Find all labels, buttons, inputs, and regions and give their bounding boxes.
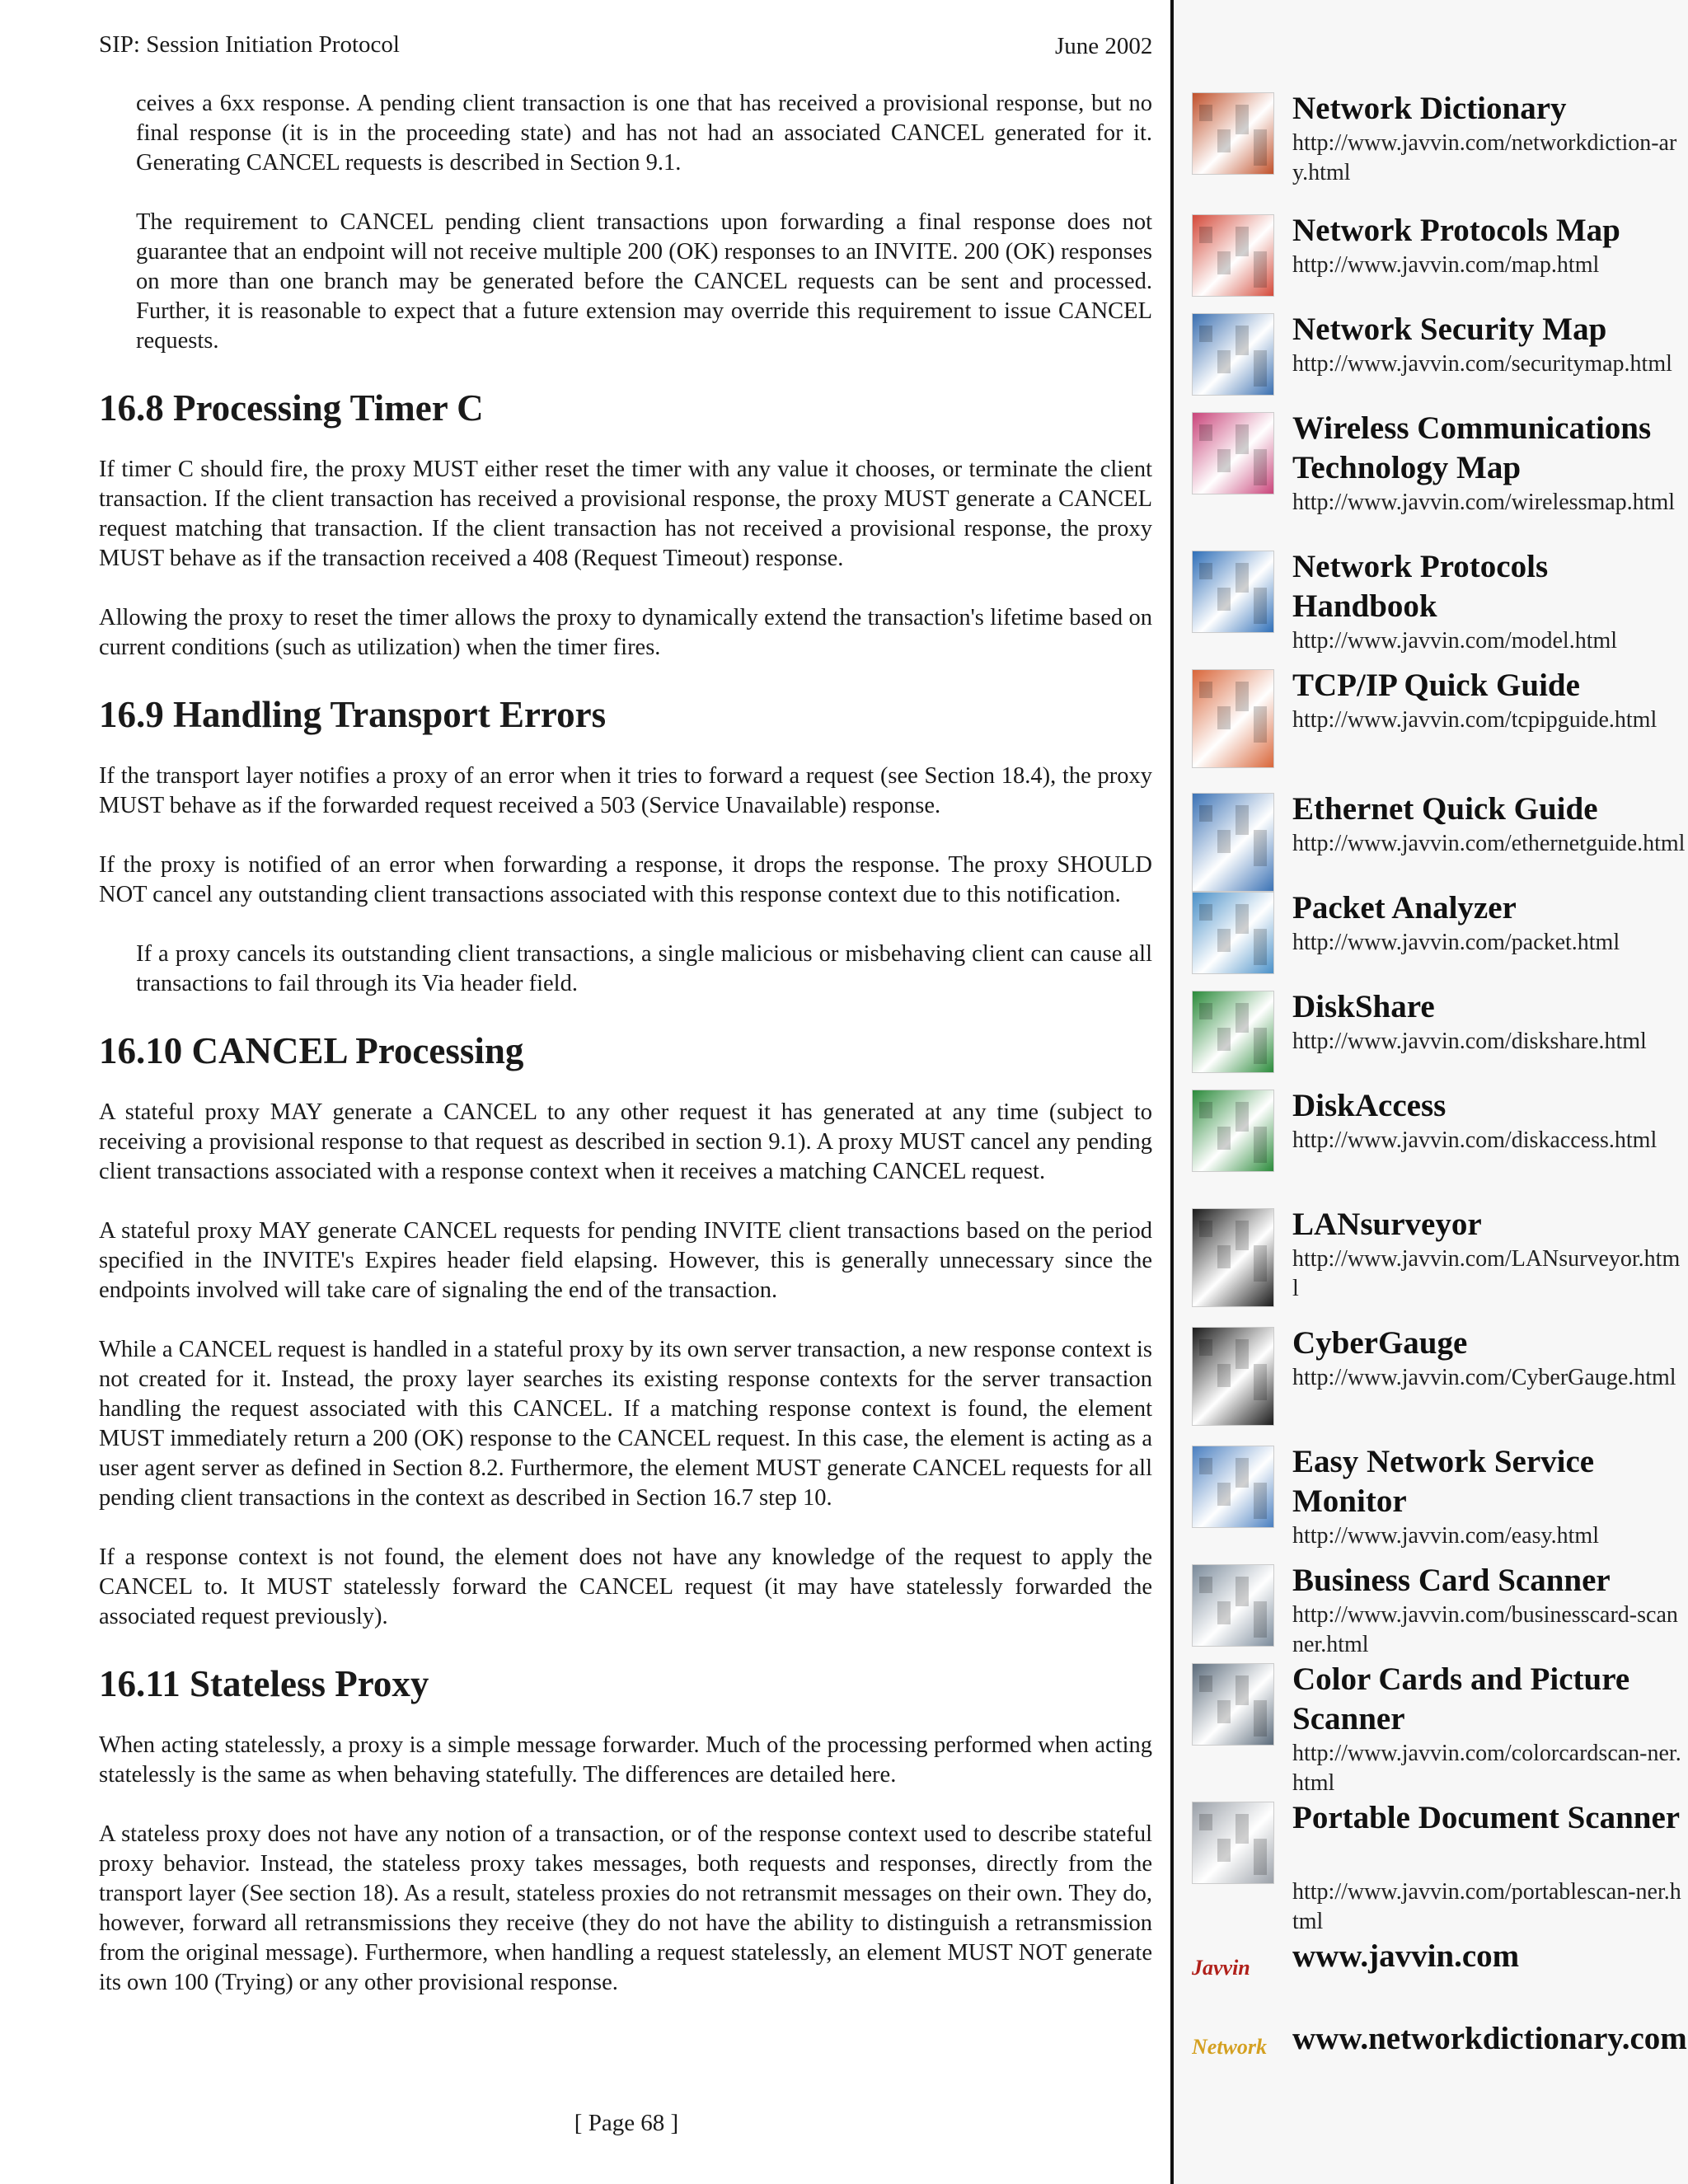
paragraph: Allowing the proxy to reset the timer allows the proxy to dynamically extend the transaction's lifetime based on current conditions (such as utilization) when the timer fires. — [99, 605, 1152, 660]
thumbnail-detail — [1236, 682, 1249, 711]
sidebar-item-title[interactable]: LANsurveyor — [1292, 1207, 1482, 1242]
column-divider — [1170, 0, 1174, 2184]
thumbnail-detail — [1254, 929, 1267, 965]
sidebar-item[interactable] — [1192, 551, 1686, 666]
paragraph: When acting statelessly, a proxy is a simple message forwarder. Much of the processing performed when acting statelessly is the same as when behaving statefully. The differences are detailed here. — [99, 1732, 1152, 1788]
sidebar-item-title[interactable]: Packet Analyzer — [1292, 890, 1517, 926]
thumbnail-detail — [1217, 251, 1231, 274]
sidebar-item-url[interactable]: http://www.javvin.com/tcpipguide.html — [1292, 707, 1658, 733]
sidebar-item-title[interactable]: TCP/IP Quick Guide — [1292, 668, 1580, 703]
logo-text: Javvin — [1192, 1956, 1250, 1980]
sidebar-item-url[interactable]: http://www.javvin.com/packet.html — [1292, 930, 1620, 955]
sidebar-item-url[interactable]: http://www.javvin.com/colorcardscan-ner.html — [1292, 1741, 1681, 1796]
paragraph: A stateless proxy does not have any notion of a transaction, or of the response context used to describe stateful proxy behavior. Instead, the stateless proxy takes messages, both requests and responses, directly from the transport layer (See section 18). As a result, stateless proxies do not retransmit messages on their own. They do, however, forward all retransmissions they receive (they do not have the ability to distinguish a retransmission from the original message). Furthermore, when handling a request statelessly, an element MUST NOT generate its own 100 (Trying) or any other provisional response. — [99, 1821, 1152, 1995]
paragraph: If timer C should fire, the proxy MUST either reset the timer with any value it chooses, or terminate the client transaction. If the client transaction has received a provisional response, the proxy MUST generate a CANCEL request matching that transaction. If the client transaction has not received a provisional response, the proxy MUST behave as if the transaction received a 408 (Request Timeout) response. — [99, 457, 1152, 571]
sidebar-item-url[interactable]: http://www.javvin.com/diskaccess.html — [1292, 1127, 1658, 1153]
thumbnail-detail — [1217, 1028, 1231, 1051]
thumbnail-detail — [1254, 1700, 1267, 1736]
section-heading: 16.8 Processing Timer C — [99, 387, 484, 429]
thumbnail-detail — [1199, 424, 1212, 441]
ethernet-guide-icon[interactable] — [1192, 793, 1274, 892]
sidebar-item[interactable] — [1192, 92, 1686, 208]
protocols-map-icon[interactable] — [1192, 214, 1274, 297]
sidebar-item-url[interactable]: http://www.javvin.com/ethernetguide.html — [1292, 831, 1686, 856]
thumbnail-detail — [1236, 105, 1249, 134]
sidebar-item-url[interactable]: http://www.javvin.com/networkdiction-ary.html — [1292, 130, 1677, 185]
thumbnail-detail — [1199, 805, 1212, 822]
thumbnail-detail — [1199, 1339, 1212, 1356]
thumbnail-detail — [1254, 1245, 1267, 1282]
lansurveyor-box-icon[interactable] — [1192, 1208, 1274, 1307]
thumbnail-detail — [1236, 563, 1249, 593]
sidebar-item[interactable] — [1192, 1327, 1686, 1442]
section-heading: 16.10 CANCEL Processing — [99, 1030, 524, 1071]
sidebar-item[interactable] — [1192, 669, 1686, 785]
sidebar-item[interactable] — [1192, 1446, 1686, 1561]
sidebar-item[interactable] — [1192, 1800, 1686, 1934]
sidebar-item-title[interactable]: Network Security Map — [1292, 312, 1607, 347]
sidebar-item-url[interactable]: http://www.javvin.com/map.html — [1292, 252, 1600, 278]
thumbnail-detail — [1199, 326, 1212, 342]
thumbnail-detail — [1236, 1339, 1249, 1369]
thumbnail-detail — [1254, 1601, 1267, 1638]
sidebar-item-title[interactable]: Network Dictionary — [1292, 91, 1567, 126]
thumbnail-detail — [1199, 1458, 1212, 1474]
diskaccess-icon[interactable] — [1192, 1090, 1274, 1172]
thumbnail-detail — [1199, 1221, 1212, 1237]
thumbnail-detail — [1199, 1675, 1212, 1692]
paragraph: If the transport layer notifies a proxy of an error when it tries to forward a request (see Section 18.4), the proxy MUST behave as if the forwarded request received a 503 (Service Unavailable) response. — [99, 763, 1152, 818]
sidebar-item-title[interactable]: CyberGauge — [1292, 1325, 1468, 1361]
sidebar-item[interactable] — [1192, 412, 1686, 527]
doc-scanner-icon[interactable] — [1192, 1802, 1274, 1884]
thumbnail-detail — [1254, 706, 1267, 743]
thumbnail-detail — [1199, 105, 1212, 121]
main-content — [99, 89, 1152, 2027]
sidebar-item-url[interactable]: http://www.javvin.com/easy.html — [1292, 1523, 1599, 1549]
thumbnail-detail — [1254, 1028, 1267, 1064]
thumbnail-detail — [1217, 449, 1231, 472]
logo-text: Network — [1192, 2035, 1267, 2059]
thumbnail-detail — [1217, 129, 1231, 152]
thumbnail-detail — [1217, 1839, 1231, 1862]
thumbnail-detail — [1254, 1839, 1267, 1875]
sidebar-item-url[interactable]: http://www.javvin.com/securitymap.html — [1292, 351, 1672, 377]
sidebar-item-title[interactable]: www.javvin.com — [1292, 1938, 1520, 1974]
thumbnail-detail — [1199, 563, 1212, 579]
paragraph: If a response context is not found, the element does not have any knowledge of the request to apply the CANCEL to. It MUST statelessly forward the CANCEL request (it may have statelessly forwarded the associated request previously). — [99, 1544, 1152, 1629]
easy-monitor-icon[interactable] — [1192, 1446, 1274, 1528]
sidebar-item-title[interactable]: Color Cards and Picture Scanner — [1292, 1661, 1630, 1736]
security-map-icon[interactable] — [1192, 313, 1274, 396]
paragraph: A stateful proxy MAY generate CANCEL requests for pending INVITE client transactions based on the period specified in the INVITE's Expires header field elapsing. However, this is generally unnecessary since the endpoints involved will take care of signaling the end of the transaction. — [99, 1218, 1152, 1303]
thumbnail-detail — [1217, 929, 1231, 952]
paragraph: If a proxy cancels its outstanding client transactions, a single malicious or misbehaving client can cause all transactions to fail through its Via header field. — [136, 941, 1152, 996]
thumbnail-detail — [1236, 904, 1249, 934]
thumbnail-detail — [1217, 1483, 1231, 1506]
packet-analyzer-icon[interactable] — [1192, 892, 1274, 974]
thumbnail-detail — [1254, 129, 1267, 166]
sidebar-item-url[interactable]: http://www.javvin.com/portablescan-ner.html — [1292, 1879, 1681, 1934]
thumbnail-detail — [1199, 227, 1212, 243]
networkdictionary-logo-icon[interactable] — [1192, 2031, 1273, 2064]
thumbnail-detail — [1236, 1221, 1249, 1250]
sidebar-item-title[interactable]: www.networkdictionary.com — [1292, 2021, 1687, 2056]
sidebar-item-title[interactable]: DiskAccess — [1292, 1088, 1447, 1123]
thumbnail-detail — [1236, 1577, 1249, 1606]
sidebar-item-url[interactable]: http://www.javvin.com/diskshare.html — [1292, 1029, 1647, 1054]
thumbnail-detail — [1199, 1003, 1212, 1019]
thumbnail-detail — [1254, 251, 1267, 288]
header-title: SIP: Session Initiation Protocol — [99, 31, 400, 58]
color-scanner-icon[interactable] — [1192, 1663, 1274, 1746]
sidebar-item-title[interactable]: Wireless Communications Technology Map — [1292, 410, 1652, 485]
thumbnail-detail — [1236, 1675, 1249, 1705]
javvin-logo-icon[interactable] — [1192, 1952, 1273, 1985]
paragraph: If the proxy is notified of an error when forwarding a response, it drops the response. The proxy SHOULD NOT cancel any outstanding client transactions associated with this response context due to this notification. — [99, 852, 1152, 907]
thumbnail-detail — [1217, 1601, 1231, 1624]
handbook-cover-icon[interactable] — [1192, 551, 1274, 633]
thumbnail-detail — [1217, 1127, 1231, 1150]
thumbnail-detail — [1236, 1003, 1249, 1033]
diskshare-icon[interactable] — [1192, 991, 1274, 1073]
sidebar-item[interactable] — [1192, 2019, 1686, 2135]
thumbnail-detail — [1254, 1127, 1267, 1163]
thumbnail-detail — [1254, 449, 1267, 485]
section-heading: 16.11 Stateless Proxy — [99, 1663, 429, 1704]
thumbnail-detail — [1254, 830, 1267, 866]
page-number: [ Page 68 ] — [574, 2110, 679, 2136]
thumbnail-detail — [1236, 424, 1249, 454]
thumbnail-detail — [1199, 1577, 1212, 1593]
sidebar-item-title[interactable]: Portable Document Scanner — [1292, 1800, 1681, 1835]
dictionary-cover-icon[interactable] — [1192, 92, 1274, 175]
thumbnail-detail — [1217, 830, 1231, 853]
thumbnail-detail — [1236, 1458, 1249, 1488]
thumbnail-detail — [1199, 682, 1212, 698]
paragraph: A stateful proxy MAY generate a CANCEL to any other request it has generated at any time (subject to receiving a provisional response to that request as described in section 9.1). A proxy MUST cancel any pending client transactions associated with a response context when it receives a matching CANCEL request. — [99, 1099, 1152, 1184]
sidebar-item-title[interactable]: Network Protocols Map — [1292, 213, 1620, 248]
thumbnail-detail — [1217, 350, 1231, 373]
thumbnail-detail — [1254, 1364, 1267, 1400]
thumbnail-detail — [1199, 1814, 1212, 1830]
section-heading: 16.9 Handling Transport Errors — [99, 694, 607, 735]
sidebar-item-url[interactable]: http://www.javvin.com/wirelessmap.html — [1292, 490, 1676, 515]
paragraph: The requirement to CANCEL pending client transactions upon forwarding a final response does not guarantee that an endpoint will not receive multiple 200 (OK) responses to an INVITE. 200 (OK) responses on more than one branch may be generated before the CANCEL requests can be sent and processed. Further, it is reasonable to expect that a future extension may override this requirement to issue CANCEL requests. — [136, 209, 1152, 354]
sidebar-item[interactable] — [1192, 1090, 1686, 1205]
cybergauge-box-icon[interactable] — [1192, 1327, 1274, 1426]
thumbnail-detail — [1236, 1814, 1249, 1844]
sidebar-item-title[interactable]: Network Protocols Handbook — [1292, 549, 1549, 624]
thumbnail-detail — [1217, 706, 1231, 729]
thumbnail-detail — [1199, 904, 1212, 921]
thumbnail-detail — [1254, 588, 1267, 624]
thumbnail-detail — [1236, 805, 1249, 835]
thumbnail-detail — [1217, 1245, 1231, 1268]
sidebar-item-url[interactable]: http://www.javvin.com/CyberGauge.html — [1292, 1365, 1676, 1390]
sidebar-item-url[interactable]: http://www.javvin.com/businesscard-scanner.html — [1292, 1602, 1678, 1657]
sidebar-item-title[interactable]: Business Card Scanner — [1292, 1563, 1611, 1598]
thumbnail-detail — [1236, 1102, 1249, 1132]
thumbnail-detail — [1254, 350, 1267, 387]
paragraph: ceives a 6xx response. A pending client transaction is one that has received a provisional response, but no final response (it is in the proceeding state) and has not had an associated CANCEL generated for it. Generating CANCEL requests is described in Section 9.1. — [136, 91, 1152, 176]
thumbnail-detail — [1236, 326, 1249, 355]
thumbnail-detail — [1217, 588, 1231, 611]
thumbnail-detail — [1236, 227, 1249, 256]
header-date: June 2002 — [1055, 33, 1153, 59]
sidebar-item-title[interactable]: Ethernet Quick Guide — [1292, 791, 1598, 827]
sidebar-item[interactable] — [1192, 1661, 1686, 1796]
card-scanner-icon[interactable] — [1192, 1564, 1274, 1647]
sidebar-item-title[interactable]: DiskShare — [1292, 989, 1435, 1024]
thumbnail-detail — [1217, 1364, 1231, 1387]
sidebar-item-url[interactable]: http://www.javvin.com/model.html — [1292, 628, 1618, 654]
thumbnail-detail — [1254, 1483, 1267, 1519]
paragraph: While a CANCEL request is handled in a stateful proxy by its own server transaction, a new response context is not created for it. Instead, the proxy layer searches its existing response contexts for the server transaction handling the request associated with this CANCEL. If a matching response context is found, the element MUST immediately return a 200 (OK) response to the CANCEL request. In this case, the element is acting as a user agent server as defined in Section 8.2. Furthermore, the element MUST generate CANCEL requests for all pending client transactions in the context as described in Section 16.7 step 10. — [99, 1337, 1152, 1511]
wireless-map-icon[interactable] — [1192, 412, 1274, 494]
sidebar-item-url[interactable]: http://www.javvin.com/LANsurveyor.html — [1292, 1246, 1681, 1301]
thumbnail-detail — [1217, 1700, 1231, 1723]
thumbnail-detail — [1199, 1102, 1212, 1118]
tcpip-guide-icon[interactable] — [1192, 669, 1274, 768]
sidebar-item[interactable] — [1192, 1208, 1686, 1324]
sidebar-item-title[interactable]: Easy Network Service Monitor — [1292, 1444, 1595, 1519]
